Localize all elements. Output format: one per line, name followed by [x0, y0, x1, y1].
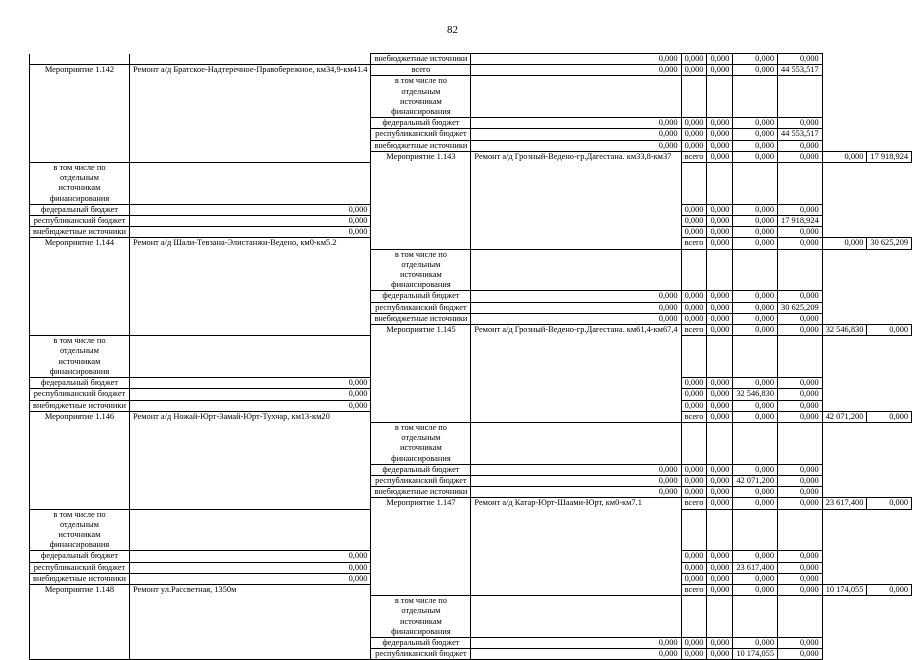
- value-cell-2: [681, 76, 707, 118]
- value-cell-1: 0,000: [471, 637, 681, 648]
- source-label-line: источникам финансирования: [49, 529, 110, 550]
- value-cell-1: 0,000: [129, 400, 371, 411]
- value-cell-5: [778, 249, 823, 291]
- value-cell-3: 0,000: [778, 325, 823, 336]
- value-cell-3: [707, 509, 733, 551]
- source-label-line: в том числе по отдельным: [53, 509, 106, 529]
- event-cell: [30, 54, 130, 65]
- table-body: [30, 54, 912, 660]
- value-cell-3: 0,000: [707, 65, 733, 76]
- value-cell-3: 0,000: [707, 204, 733, 215]
- value-cell-1: 0,000: [129, 216, 371, 227]
- value-cell-5: 0,000: [778, 140, 823, 151]
- budget-table: [29, 53, 912, 660]
- source-cell: внебюджетные источники: [371, 313, 471, 324]
- value-cell-4: 0,000: [733, 551, 778, 562]
- value-cell-4: [733, 509, 778, 551]
- event-cell: Мероприятие 1.144: [30, 238, 130, 336]
- page-number: 82: [447, 24, 458, 36]
- value-cell-4: 0,000: [733, 573, 778, 584]
- value-cell-2: 0,000: [681, 118, 707, 129]
- source-label-line: в том числе по отдельным: [394, 249, 447, 269]
- value-cell-2: 0,000: [681, 378, 707, 389]
- name-cell: [129, 54, 371, 65]
- value-cell-4: [733, 76, 778, 118]
- value-cell-1: 0,000: [471, 54, 681, 65]
- value-cell-2: 0,000: [681, 302, 707, 313]
- value-cell-3: 0,000: [707, 464, 733, 475]
- value-cell-4: 32 546,830: [822, 325, 867, 336]
- source-cell: внебюджетные источники: [371, 487, 471, 498]
- value-cell-4: 0,000: [733, 118, 778, 129]
- value-cell-5: 0,000: [867, 411, 912, 422]
- source-cell: республиканский бюджет: [371, 129, 471, 140]
- value-cell-1: 0,000: [471, 313, 681, 324]
- value-cell-3: 0,000: [707, 551, 733, 562]
- value-cell-2: 0,000: [681, 475, 707, 486]
- value-cell-1: 0,000: [471, 291, 681, 302]
- source-cell: федеральный бюджет: [30, 551, 130, 562]
- event-cell: Мероприятие 1.142: [30, 65, 130, 163]
- value-cell-4: 0,000: [733, 487, 778, 498]
- value-cell-2: 0,000: [733, 151, 778, 162]
- value-cell-1: 0,000: [129, 562, 371, 573]
- value-cell-5: [778, 336, 823, 378]
- source-cell: внебюджетные источники: [30, 400, 130, 411]
- value-cell-5: 30 625,209: [778, 302, 823, 313]
- source-cell: всего: [681, 498, 707, 509]
- value-cell-3: 0,000: [707, 475, 733, 486]
- value-cell-2: [681, 336, 707, 378]
- value-cell-5: 0,000: [778, 313, 823, 324]
- source-cell: федеральный бюджет: [30, 378, 130, 389]
- source-cell: [371, 76, 471, 118]
- value-cell-1: [471, 76, 681, 118]
- source-cell: [371, 249, 471, 291]
- value-cell-1: 0,000: [471, 487, 681, 498]
- value-cell-2: 0,000: [681, 551, 707, 562]
- value-cell-3: 0,000: [778, 238, 823, 249]
- value-cell-3: 0,000: [707, 129, 733, 140]
- value-cell-5: [778, 509, 823, 551]
- value-cell-1: 0,000: [707, 325, 733, 336]
- value-cell-1: [471, 596, 681, 638]
- source-label-line: источникам финансирования: [49, 356, 110, 376]
- source-cell: всего: [681, 411, 707, 422]
- source-cell: [30, 336, 130, 378]
- value-cell-5: 17 918,924: [867, 151, 912, 162]
- value-cell-1: 0,000: [707, 151, 733, 162]
- value-cell-3: 0,000: [707, 573, 733, 584]
- value-cell-2: 0,000: [681, 54, 707, 65]
- value-cell-5: 0,000: [778, 573, 823, 584]
- source-cell: всего: [681, 325, 707, 336]
- source-label-line: источникам финансирования: [49, 183, 110, 203]
- source-cell: республиканский бюджет: [371, 649, 471, 660]
- source-cell: республиканский бюджет: [30, 389, 130, 400]
- value-cell-4: 0,000: [733, 204, 778, 215]
- value-cell-4: 10 174,055: [822, 584, 867, 595]
- source-cell: всего: [681, 584, 707, 595]
- value-cell-5: 0,000: [778, 400, 823, 411]
- value-cell-2: 0,000: [681, 65, 707, 76]
- source-cell: всего: [681, 238, 707, 249]
- value-cell-5: 0,000: [778, 551, 823, 562]
- value-cell-4: [733, 163, 778, 205]
- source-cell: федеральный бюджет: [30, 204, 130, 215]
- source-cell: внебюджетные источники: [30, 227, 130, 238]
- source-cell: внебюджетные источники: [30, 573, 130, 584]
- source-label-line: в том числе по отдельным: [53, 163, 106, 183]
- value-cell-1: 0,000: [707, 498, 733, 509]
- value-cell-5: 0,000: [778, 475, 823, 486]
- value-cell-2: [681, 163, 707, 205]
- value-cell-4: 0,000: [733, 129, 778, 140]
- table-row: [30, 54, 912, 65]
- name-cell: Ремонт а/д Шали-Тевзана-Элистанжи-Ведено, км0-км5.2: [129, 238, 371, 336]
- source-cell: республиканский бюджет: [371, 475, 471, 486]
- value-cell-1: 0,000: [471, 302, 681, 313]
- value-cell-2: 0,000: [681, 637, 707, 648]
- value-cell-5: 44 553,517: [778, 65, 823, 76]
- table-row: [30, 65, 912, 76]
- value-cell-4: 42 071,200: [733, 475, 778, 486]
- value-cell-4: 0,000: [733, 227, 778, 238]
- source-label-line: источникам финансирования: [391, 616, 451, 636]
- source-cell: всего: [681, 151, 707, 162]
- source-cell: федеральный бюджет: [371, 464, 471, 475]
- source-label-line: в том числе по отдельным: [394, 596, 447, 616]
- value-cell-3: 0,000: [707, 302, 733, 313]
- value-cell-5: 0,000: [778, 118, 823, 129]
- value-cell-4: 23 617,400: [733, 562, 778, 573]
- event-cell: Мероприятие 1.148: [30, 584, 130, 659]
- value-cell-4: [733, 336, 778, 378]
- value-cell-2: 0,000: [733, 498, 778, 509]
- value-cell-1: [129, 336, 371, 378]
- value-cell-3: 0,000: [778, 498, 823, 509]
- value-cell-2: [681, 509, 707, 551]
- value-cell-5: 0,000: [778, 464, 823, 475]
- value-cell-3: 0,000: [707, 487, 733, 498]
- value-cell-1: 0,000: [471, 118, 681, 129]
- source-cell: [371, 596, 471, 638]
- value-cell-5: 0,000: [778, 389, 823, 400]
- source-label-line: в том числе по отдельным: [394, 76, 447, 96]
- value-cell-1: 0,000: [471, 649, 681, 660]
- source-cell: внебюджетные источники: [371, 140, 471, 151]
- value-cell-5: 0,000: [867, 325, 912, 336]
- value-cell-2: [681, 422, 707, 464]
- value-cell-3: 0,000: [707, 140, 733, 151]
- value-cell-3: 0,000: [707, 378, 733, 389]
- value-cell-2: 0,000: [733, 584, 778, 595]
- source-cell: [30, 163, 130, 205]
- name-cell: Ремонт а/д Катар-Юрт-Шаами-Юрт, км0-км7.1: [471, 498, 681, 596]
- value-cell-1: 0,000: [129, 573, 371, 584]
- value-cell-5: 0,000: [778, 649, 823, 660]
- source-cell: республиканский бюджет: [30, 562, 130, 573]
- value-cell-4: 0,000: [733, 637, 778, 648]
- value-cell-4: 0,000: [733, 291, 778, 302]
- value-cell-5: 0,000: [778, 562, 823, 573]
- value-cell-5: 0,000: [778, 204, 823, 215]
- value-cell-2: 0,000: [681, 227, 707, 238]
- value-cell-3: 0,000: [707, 118, 733, 129]
- value-cell-1: [471, 249, 681, 291]
- value-cell-1: 0,000: [129, 204, 371, 215]
- value-cell-1: [129, 509, 371, 551]
- event-cell: Мероприятие 1.147: [371, 498, 471, 596]
- value-cell-5: 0,000: [778, 637, 823, 648]
- value-cell-1: 0,000: [129, 227, 371, 238]
- value-cell-5: 0,000: [778, 487, 823, 498]
- value-cell-4: 0,000: [733, 302, 778, 313]
- value-cell-4: 42 071,200: [822, 411, 867, 422]
- value-cell-1: 0,000: [471, 65, 681, 76]
- name-cell: Ремонт а/д Грозный-Ведено-гр.Дагестана. км33,8-км37: [471, 151, 681, 249]
- value-cell-5: [778, 596, 823, 638]
- value-cell-3: 0,000: [707, 54, 733, 65]
- event-cell: Мероприятие 1.146: [30, 411, 130, 509]
- source-cell: федеральный бюджет: [371, 118, 471, 129]
- source-label-line: в том числе по отдельным: [394, 422, 447, 443]
- value-cell-5: [778, 422, 823, 464]
- value-cell-3: 0,000: [778, 151, 823, 162]
- name-cell: Ремонт ул.Рассветная, 1350м: [129, 584, 371, 659]
- value-cell-4: 0,000: [733, 65, 778, 76]
- value-cell-1: 0,000: [707, 411, 733, 422]
- value-cell-1: 0,000: [129, 378, 371, 389]
- event-cell: Мероприятие 1.145: [371, 325, 471, 423]
- value-cell-1: [129, 163, 371, 205]
- value-cell-2: 0,000: [681, 140, 707, 151]
- value-cell-5: 17 918,924: [778, 216, 823, 227]
- value-cell-3: [707, 76, 733, 118]
- source-cell: республиканский бюджет: [30, 216, 130, 227]
- event-cell: Мероприятие 1.143: [371, 151, 471, 249]
- value-cell-4: 0,000: [733, 140, 778, 151]
- name-cell: Ремонт а/д Ножай-Юрт-Замай-Юрт-Тухчар, км13-км20: [129, 411, 371, 509]
- value-cell-4: 0,000: [733, 464, 778, 475]
- name-cell: Ремонт а/д Грозный-Ведено-гр.Дагестана. км61,4-км67,4: [471, 325, 681, 423]
- value-cell-1: 0,000: [707, 238, 733, 249]
- value-cell-2: 0,000: [681, 313, 707, 324]
- value-cell-5: 0,000: [778, 291, 823, 302]
- value-cell-5: 0,000: [867, 498, 912, 509]
- value-cell-2: 0,000: [681, 562, 707, 573]
- source-cell: республиканский бюджет: [371, 302, 471, 313]
- value-cell-4: 0,000: [733, 378, 778, 389]
- source-cell: внебюджетные источники: [371, 54, 471, 65]
- value-cell-4: 0,000: [733, 216, 778, 227]
- source-cell: всего: [371, 65, 471, 76]
- value-cell-2: 0,000: [681, 291, 707, 302]
- value-cell-2: 0,000: [733, 325, 778, 336]
- value-cell-4: 10 174,055: [733, 649, 778, 660]
- value-cell-1: 0,000: [707, 584, 733, 595]
- source-cell: федеральный бюджет: [371, 637, 471, 648]
- value-cell-4: [733, 249, 778, 291]
- value-cell-3: 0,000: [707, 313, 733, 324]
- value-cell-2: 0,000: [681, 487, 707, 498]
- value-cell-3: 0,000: [707, 227, 733, 238]
- value-cell-5: 0,000: [867, 584, 912, 595]
- value-cell-3: [707, 163, 733, 205]
- value-cell-1: [471, 422, 681, 464]
- value-cell-4: 23 617,400: [822, 498, 867, 509]
- value-cell-4: 0,000: [733, 54, 778, 65]
- value-cell-3: [707, 249, 733, 291]
- value-cell-3: 0,000: [707, 562, 733, 573]
- value-cell-4: 0,000: [733, 400, 778, 411]
- source-label-line: источникам финансирования: [391, 96, 451, 117]
- value-cell-2: 0,000: [681, 129, 707, 140]
- value-cell-2: [681, 596, 707, 638]
- source-label-line: источникам финансирования: [391, 270, 451, 290]
- value-cell-3: 0,000: [778, 584, 823, 595]
- value-cell-5: 0,000: [778, 227, 823, 238]
- value-cell-2: 0,000: [681, 400, 707, 411]
- value-cell-5: 0,000: [778, 378, 823, 389]
- value-cell-3: 0,000: [707, 291, 733, 302]
- value-cell-3: [707, 336, 733, 378]
- value-cell-3: 0,000: [778, 411, 823, 422]
- value-cell-2: 0,000: [681, 216, 707, 227]
- value-cell-1: 0,000: [471, 129, 681, 140]
- value-cell-2: 0,000: [681, 389, 707, 400]
- value-cell-2: 0,000: [733, 238, 778, 249]
- value-cell-1: 0,000: [129, 551, 371, 562]
- value-cell-3: 0,000: [707, 216, 733, 227]
- value-cell-4: 0,000: [822, 238, 867, 249]
- source-cell: [371, 422, 471, 464]
- value-cell-5: 0,000: [778, 54, 823, 65]
- value-cell-2: [681, 249, 707, 291]
- value-cell-2: 0,000: [681, 649, 707, 660]
- value-cell-4: 32 546,830: [733, 389, 778, 400]
- source-cell: [30, 509, 130, 551]
- value-cell-3: 0,000: [707, 637, 733, 648]
- value-cell-1: 0,000: [129, 389, 371, 400]
- name-cell: Ремонт а/д Братское-Надтеречное-Правобережное, км34,9-км41.4: [129, 65, 371, 163]
- value-cell-5: [778, 76, 823, 118]
- value-cell-4: [733, 596, 778, 638]
- source-label-line: в том числе по отдельным: [53, 336, 106, 356]
- value-cell-3: 0,000: [707, 400, 733, 411]
- value-cell-5: [778, 163, 823, 205]
- value-cell-3: 0,000: [707, 649, 733, 660]
- value-cell-4: 0,000: [822, 151, 867, 162]
- value-cell-2: 0,000: [681, 464, 707, 475]
- value-cell-3: 0,000: [707, 389, 733, 400]
- value-cell-2: 0,000: [733, 411, 778, 422]
- value-cell-4: [733, 422, 778, 464]
- value-cell-2: 0,000: [681, 204, 707, 215]
- value-cell-4: 0,000: [733, 313, 778, 324]
- source-label-line: источникам финансирования: [391, 443, 451, 463]
- value-cell-1: 0,000: [471, 475, 681, 486]
- value-cell-1: 0,000: [471, 464, 681, 475]
- value-cell-3: [707, 596, 733, 638]
- value-cell-5: 44 553,517: [778, 129, 823, 140]
- source-cell: федеральный бюджет: [371, 291, 471, 302]
- value-cell-1: 0,000: [471, 140, 681, 151]
- value-cell-3: [707, 422, 733, 464]
- value-cell-5: 30 625,209: [867, 238, 912, 249]
- value-cell-2: 0,000: [681, 573, 707, 584]
